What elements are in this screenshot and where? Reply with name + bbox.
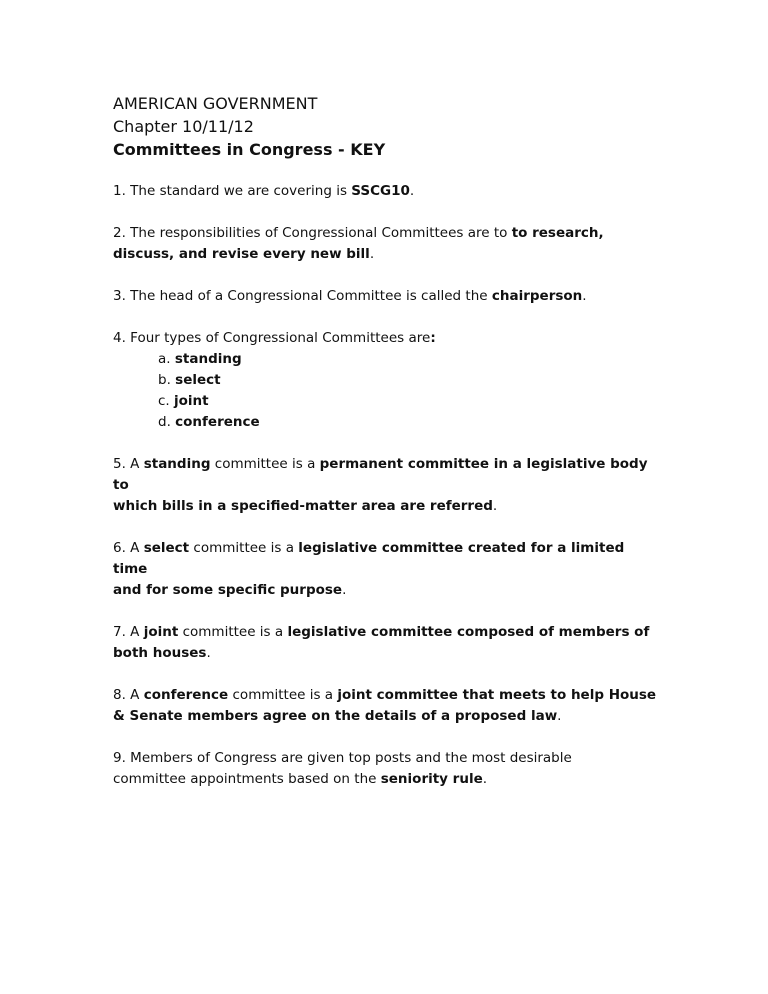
question-8 (113, 685, 658, 727)
question-9 (113, 748, 658, 790)
question-8-answer-line1: joint committee that meets to help House (337, 687, 657, 703)
list-item (158, 412, 658, 433)
question-6 (113, 538, 658, 601)
question-7-answer-line1: legislative committee composed of members of (287, 624, 650, 640)
question-4-text: 4. Four types of Congressional Committees are (113, 330, 431, 346)
question-9-line2: committee appointments based on the (113, 771, 381, 787)
question-6-term: select (143, 540, 190, 556)
question-5-prefix: 5. A (113, 456, 144, 472)
question-5 (113, 454, 658, 517)
document-title: Committees in Congress - KEY (113, 140, 386, 159)
question-9-answer: seniority rule (380, 771, 483, 787)
document-content (113, 92, 658, 790)
chapter-title: Chapter 10/11/12 (113, 117, 254, 136)
question-8-prefix: 8. A (113, 687, 144, 703)
question-4-colon: : (430, 330, 436, 346)
question-3-answer: chairperson (491, 288, 583, 304)
question-7 (113, 622, 658, 664)
question-6-answer-line1: legislative committee created for a limited time (113, 540, 625, 577)
question-9-line1: 9. Members of Congress are given top posts and the most desirable (113, 750, 572, 766)
list-item (158, 370, 658, 391)
question-1-text: 1. The standard we are covering is (113, 183, 352, 199)
list-answer: conference (175, 414, 260, 430)
question-7-answer-line2: both houses (113, 645, 207, 661)
question-3-end: . (582, 288, 587, 304)
question-5-end: . (492, 498, 498, 514)
question-5-answer-line1: permanent committee in a legislative body to (113, 456, 648, 493)
question-2-answer-line2: discuss, and revise every new bill (113, 246, 370, 262)
question-6-mid: committee is a (189, 540, 299, 556)
question-6-prefix: 6. A (113, 540, 144, 556)
question-3-text: 3. The head of a Congressional Committee is called the (113, 288, 492, 304)
list-letter: b. (158, 372, 176, 388)
question-9-end: . (482, 771, 488, 787)
list-letter: d. (158, 414, 176, 430)
list-letter: a. (158, 351, 175, 367)
list-letter: c. (158, 393, 175, 409)
question-5-term: standing (143, 456, 211, 472)
question-2 (113, 223, 658, 265)
question-4 (113, 328, 658, 349)
question-2-answer-line1: to research, (511, 225, 604, 241)
question-2-end: . (369, 246, 375, 262)
question-8-end: . (557, 708, 562, 724)
question-6-end: . (342, 582, 347, 598)
list-answer: standing (174, 351, 242, 367)
question-3 (113, 286, 658, 307)
question-4-list (113, 349, 658, 433)
question-5-answer-line2: which bills in a specified-matter area are referred (113, 498, 493, 514)
question-8-answer-line2: & Senate members agree on the details of a proposed law (113, 708, 558, 724)
list-item (158, 349, 658, 370)
course-title: AMERICAN GOVERNMENT (113, 94, 318, 113)
list-answer: joint (174, 393, 209, 409)
question-8-mid: committee is a (228, 687, 338, 703)
list-answer: select (175, 372, 221, 388)
question-1 (113, 181, 658, 202)
question-2-text: 2. The responsibilities of Congressional Committees are to (113, 225, 512, 241)
question-8-term: conference (143, 687, 229, 703)
question-7-term: joint (143, 624, 179, 640)
question-7-end: . (206, 645, 211, 661)
question-6-answer-line2: and for some specific purpose (113, 582, 343, 598)
question-7-prefix: 7. A (113, 624, 144, 640)
question-5-mid: committee is a (210, 456, 320, 472)
question-1-answer: SSCG10 (351, 183, 410, 199)
question-1-end: . (409, 183, 415, 199)
question-7-mid: committee is a (178, 624, 288, 640)
list-item (158, 391, 658, 412)
